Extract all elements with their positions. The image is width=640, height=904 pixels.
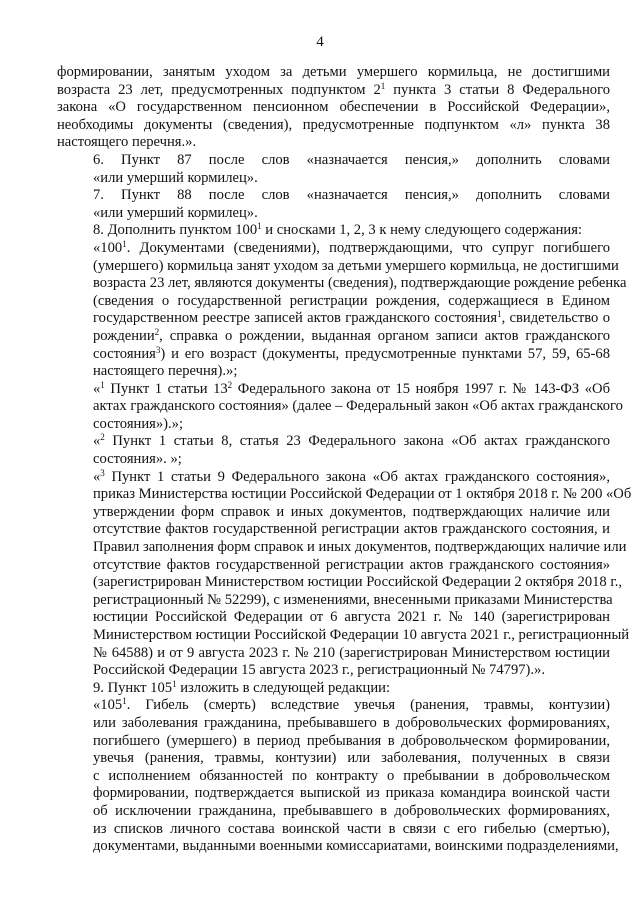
text-line: «$100^1$. Документами (сведениями), подтверждающими, что супруг погибшего bbox=[93, 238, 610, 256]
text-line: 8. Дополнить пунктом $100^1$ и сносками 1, 2, 3 к нему следующего содержания: bbox=[93, 221, 583, 239]
superscript-mark: 1 bbox=[380, 80, 386, 91]
text-line: состояния»).»; bbox=[93, 415, 184, 432]
text-line: состояния$^3$) и его возраст (документы, предусмотренные пунктами 57, 59, 65-68 bbox=[93, 344, 610, 362]
text-line: (сведения о государственной регистрации рождения, содержащиеся в Едином bbox=[93, 292, 610, 309]
text-line: погибшего (умершего) в период пребывания в добровольческом формировании, bbox=[93, 732, 610, 749]
superscript-mark: 3 bbox=[100, 467, 105, 478]
text-line: настоящего перечня).»; bbox=[93, 363, 238, 380]
text-line: увечья (ранения, травмы, контузии) или заболевания, полученных в связи bbox=[93, 750, 610, 767]
text-line: № 64588) и от 9 августа 2023 г. № 210 (зарегистрирован Министерством юстиции bbox=[93, 644, 610, 661]
text-line: (умершего) кормильца занят уходом за детьми умершего кормильца, не достигшими bbox=[93, 257, 619, 274]
superscript-mark: 2 bbox=[100, 432, 105, 443]
text-line: приказ Министерства юстиции Российской Федерации от 1 октября 2018 г. № 200 «Об bbox=[93, 486, 632, 503]
text-line: с исполнением обязанностей по контракту о пребывании в добровольческом bbox=[93, 767, 610, 784]
text-line: утверждении форм справок и иных документов, подтверждающих наличие или bbox=[93, 503, 610, 520]
text-line: «$^1$ Пункт 1 статьи $13^2$ Федерального закона от 15 ноября 1997 г. № 143-ФЗ «Об bbox=[93, 379, 610, 397]
text-line: 9. Пункт $105^1$ изложить в следующей редакции: bbox=[93, 678, 391, 696]
text-line: рождении$^2$, справка о рождении, выданная органом записи актов гражданского bbox=[93, 326, 610, 344]
text-line: отсутствие фактов государственной регистрации актов гражданского состояния, и bbox=[93, 521, 610, 538]
superscript-mark: 1 bbox=[257, 221, 262, 232]
text-line: Российской Федерации 15 августа 2023 г., регистрационный № 74797).». bbox=[93, 662, 545, 679]
text-line: формировании, подтверждается выпиской из приказа командира воинской части bbox=[93, 785, 610, 802]
text-line: возраста 23 лет, являются документы (сведения), подтверждающие рождение ребенка bbox=[93, 275, 627, 292]
text-line: Правил заполнения форм справок и иных документов, подтверждающих наличие или bbox=[93, 539, 627, 556]
text-line: юстиции Российской Федерации от 6 августа 2021 г. № 140 (зарегистрирован bbox=[93, 609, 610, 626]
text-line: 7. Пункт 88 после слов «назначается пенсия,» дополнить словами bbox=[93, 187, 610, 204]
text-line: «$^2$ Пункт 1 статьи 8, статья 23 Федерального закона «Об актах гражданского bbox=[93, 432, 610, 450]
text-line: настоящего перечня.». bbox=[57, 134, 197, 151]
text-line: состояния». »; bbox=[93, 451, 182, 468]
superscript-mark: 1 bbox=[100, 379, 105, 390]
text-line: отсутствие фактов государственной регистрации актов гражданского состояния» bbox=[93, 556, 610, 573]
superscript-mark: 1 bbox=[122, 238, 127, 249]
paragraph-continuation bbox=[57, 64, 610, 152]
superscript-mark: 1 bbox=[122, 696, 127, 707]
text-line: «$105^1$. Гибель (смерть) вследствие увечья (ранения, травмы, контузии) bbox=[93, 696, 610, 714]
document-body bbox=[57, 64, 632, 856]
paragraph-footnote-3 bbox=[57, 467, 632, 680]
paragraph-100-1 bbox=[57, 238, 627, 381]
text-line: формировании, занятым уходом за детьми умершего кормильца, не достигшими bbox=[57, 64, 610, 80]
superscript-mark: 2 bbox=[227, 379, 233, 390]
text-line: 6. Пункт 87 после слов «назначается пенсия,» дополнить словами bbox=[93, 151, 610, 168]
text-line: «или умерший кормилец». bbox=[93, 204, 258, 221]
superscript-mark: 1 bbox=[497, 309, 502, 320]
text-line: из списков личного состава воинской части в связи с его гибелью (смертью), bbox=[93, 820, 610, 837]
text-line: об исключении гражданина, пребывавшего в добровольческих формированиях, bbox=[93, 802, 610, 819]
page-number: 4 bbox=[316, 34, 324, 50]
text-line: регистрационный № 52299), с изменениями, внесенными приказами Министерства bbox=[93, 591, 613, 608]
paragraph-105-1 bbox=[57, 696, 619, 855]
paragraph-item-7 bbox=[57, 187, 610, 222]
superscript-mark: 1 bbox=[172, 678, 177, 689]
superscript-mark: 2 bbox=[154, 326, 160, 337]
text-line: актах гражданского состояния» (далее – Федеральный закон «Об актах гражданского bbox=[93, 398, 623, 415]
text-line: Министерством юстиции Российской Федерации 10 августа 2021 г., регистрационный bbox=[93, 627, 630, 643]
text-line: (зарегистрирован Министерством юстиции Российской Федерации 2 октября 2018 г., bbox=[93, 574, 623, 591]
paragraph-footnote-1 bbox=[57, 379, 623, 434]
superscript-mark: 3 bbox=[155, 344, 161, 355]
text-line: документами, выданными военными комиссариатами, воинскими подразделениями, bbox=[93, 838, 619, 855]
paragraph-item-6 bbox=[57, 152, 610, 187]
text-line: необходимы документы (сведения), предусмотренные подпунктом «л» пункта 38 bbox=[57, 116, 610, 133]
text-line: «$^3$ Пункт 1 статьи 9 Федерального закона «Об актах гражданского состояния», bbox=[93, 467, 610, 485]
paragraph-item-9 bbox=[57, 680, 610, 698]
paragraph-item-8 bbox=[57, 222, 610, 240]
text-line: или заболевания гражданина, пребывавшего в добровольческих формированиях, bbox=[93, 714, 610, 731]
text-line: «или умерший кормилец». bbox=[93, 169, 258, 186]
paragraph-footnote-2 bbox=[57, 433, 610, 468]
text-line: государственном реестре записей актов гражданского состояния$^1$, свидетельство о bbox=[93, 309, 610, 327]
text-line: закона «О государственном пенсионном обеспечении в Российской Федерации», bbox=[57, 99, 610, 116]
text-line: возраста 23 лет, предусмотренных подпунктом $2^1$ пункта 3 статьи 8 Федерального bbox=[57, 80, 610, 98]
